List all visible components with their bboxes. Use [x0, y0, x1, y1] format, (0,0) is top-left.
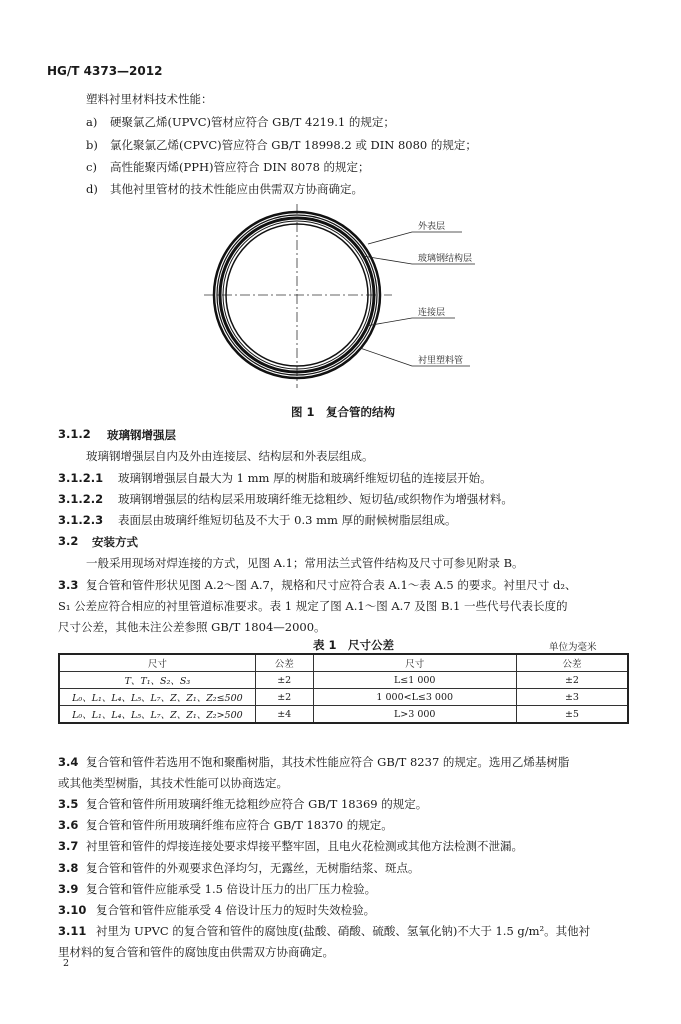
- column-header: 公差: [516, 654, 628, 672]
- table-cell: 1 000<L≤3 000: [313, 689, 516, 706]
- standard-code: HG/T 4373—2012: [47, 64, 163, 78]
- column-header: 公差: [255, 654, 313, 672]
- table-cell: ±3: [516, 689, 628, 706]
- table-cell: ±4: [255, 706, 313, 724]
- paragraph: 玻璃钢增强层自最大为 1 mm 厚的树脂和玻璃纤维短切毡的连接层开始。: [118, 471, 492, 485]
- paragraph-line: 复合管和管件应能承受 1.5 倍设计压力的出厂压力检验。: [86, 882, 377, 896]
- paragraph-line: 衬里为 UPVC 的复合管和管件的腐蚀度(盐酸、硝酸、硫酸、氢氧化钠)不大于 1.5 g/m²。其他衬: [96, 924, 591, 938]
- table-title: 表 1 尺寸公差: [313, 638, 395, 652]
- figure-caption: 图 1 复合管的结构: [291, 405, 396, 419]
- section-number: 3.7: [58, 839, 79, 853]
- table-unit: 单位为毫米: [549, 642, 597, 653]
- section-number: 3.9: [58, 882, 79, 896]
- pipe-structure-diagram: [200, 198, 500, 398]
- section-number: 3.4: [58, 755, 79, 769]
- list-item-mark: d): [86, 182, 98, 196]
- table-row: [59, 689, 628, 706]
- paragraph-line: 尺寸公差，其他未注公差参照 GB/T 1804—2000。: [58, 620, 326, 634]
- paragraph-line: 复合管和管件所用玻璃纤维布应符合 GB/T 18370 的规定。: [86, 818, 393, 832]
- intro-title: 塑料衬里材料技术性能：: [86, 92, 213, 106]
- paragraph-line: 复合管和管件若选用不饱和聚酯树脂，其技术性能应符合 GB/T 8237 的规定。选用乙烯基树脂: [86, 755, 570, 769]
- section-number: 3.1.2.1: [58, 471, 104, 485]
- list-item-text: 高性能聚丙烯(PPH)管应符合 DIN 8078 的规定；: [110, 160, 370, 174]
- column-header: 尺寸: [313, 654, 516, 672]
- table-cell: L>3 000: [313, 706, 516, 724]
- section-number: 3.1.2: [58, 427, 91, 441]
- label-frp-structure-layer: 玻璃钢结构层: [418, 254, 473, 264]
- table-cell: L≤1 000: [313, 672, 516, 689]
- column-header: 尺寸: [59, 654, 255, 672]
- table-header-row: [59, 654, 628, 672]
- paragraph-line: 复合管和管件所用玻璃纤维无捻粗纱应符合 GB/T 18369 的规定。: [86, 797, 428, 811]
- section-title: 安装方式: [92, 535, 138, 549]
- section-number: 3.6: [58, 818, 79, 832]
- paragraph: 玻璃钢增强层的结构层采用玻璃纤维无捻粗纱、短切毡/或织物作为增强材料。: [118, 492, 513, 506]
- paragraph-line: S₁ 公差应符合相应的衬里管道标准要求。表 1 规定了图 A.1～图 A.7 及图 B.1 一些代号代表长度的: [58, 599, 568, 613]
- tolerance-table: [58, 653, 629, 724]
- label-outer-layer: 外表层: [418, 222, 446, 232]
- table-cell: ±2: [255, 672, 313, 689]
- paragraph-line: 或其他类型树脂，其技术性能可以协商选定。: [58, 776, 288, 790]
- paragraph-line: 衬里管和管件的焊接连接处要求焊接平整牢固，且电火花检测或其他方法检测不泄漏。: [86, 839, 523, 853]
- page-number: 2: [63, 958, 70, 969]
- section-number: 3.8: [58, 861, 79, 875]
- table-cell: ±2: [255, 689, 313, 706]
- list-item-mark: c): [86, 160, 97, 174]
- table-row: [59, 706, 628, 724]
- leader-outer-layer: [368, 232, 462, 244]
- list-item-mark: b): [86, 138, 98, 152]
- table-cell: ±5: [516, 706, 628, 724]
- table-cell: T、T₁、S₂、S₃: [59, 672, 255, 689]
- table-cell: L₀、L₁、L₄、L₅、L₇、Z、Z₁、Z₂>500: [59, 706, 255, 724]
- label-liner-pipe: 衬里塑料管: [418, 356, 464, 366]
- paragraph: 玻璃钢增强层自内及外由连接层、结构层和外表层组成。: [86, 449, 374, 463]
- list-item-mark: a): [86, 115, 98, 129]
- paragraph: 一般采用现场对焊连接的方式，见图 A.1；常用法兰式管件结构及尺寸可参见附录 B。: [86, 556, 524, 570]
- list-item-text: 硬聚氯乙烯(UPVC)管材应符合 GB/T 4219.1 的规定；: [110, 115, 395, 129]
- section-number: 3.5: [58, 797, 79, 811]
- paragraph-line: 复合管和管件形状见图 A.2～图 A.7，规格和尺寸应符合表 A.1～表 A.5 的要求。衬里尺寸 d₂、: [86, 578, 577, 592]
- list-item-text: 其他衬里管材的技术性能应由供需双方协商确定。: [110, 182, 363, 196]
- list-item-text: 氯化聚氯乙烯(CPVC)管应符合 GB/T 18998.2 或 DIN 8080 的规定；: [110, 138, 477, 152]
- table-cell: ±2: [516, 672, 628, 689]
- paragraph-line: 复合管和管件的外观要求色泽均匀，无露丝，无树脂结浆、斑点。: [86, 861, 420, 875]
- section-number: 3.1.2.3: [58, 513, 104, 527]
- section-title: 玻璃钢增强层: [107, 428, 176, 442]
- table-row: [59, 672, 628, 689]
- section-number: 3.1.2.2: [58, 492, 104, 506]
- leader-connection-layer: [366, 318, 455, 326]
- section-number: 3.2: [58, 534, 79, 548]
- table-cell: L₀、L₁、L₄、L₅、L₇、Z、Z₁、Z₂≤500: [59, 689, 255, 706]
- section-number: 3.3: [58, 578, 79, 592]
- paragraph-line: 里材料的复合管和管件的腐蚀度由供需双方协商确定。: [58, 945, 334, 959]
- paragraph-line: 复合管和管件应能承受 4 倍设计压力的短时失效检验。: [96, 903, 376, 917]
- label-connection-layer: 连接层: [418, 308, 446, 318]
- section-number: 3.11: [58, 924, 87, 938]
- section-number: 3.10: [58, 903, 87, 917]
- paragraph: 表面层由玻璃纤维短切毡及不大于 0.3 mm 厚的耐候树脂层组成。: [118, 513, 457, 527]
